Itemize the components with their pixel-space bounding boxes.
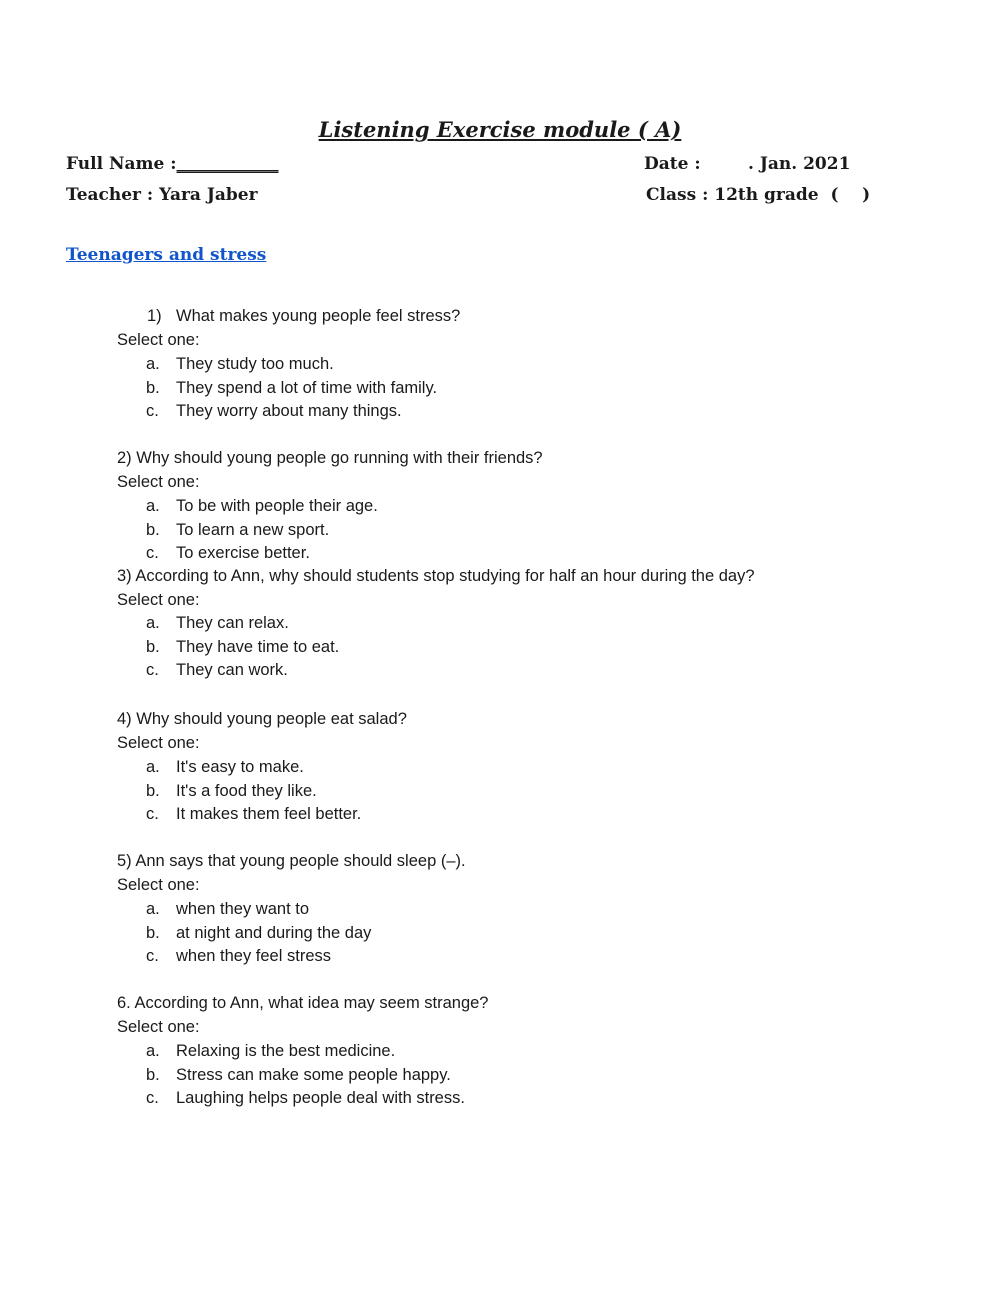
option-text: They can relax. <box>176 614 289 632</box>
option-letter: c. <box>146 544 159 562</box>
question-number: 4) <box>117 710 132 728</box>
question-text: What makes young people feel stress? <box>176 307 461 325</box>
section-title: Teenagers and stress <box>66 245 267 265</box>
question-line <box>117 709 407 729</box>
option-letter: b. <box>146 520 160 539</box>
question-text: According to Ann, what idea may seem strange? <box>134 994 489 1012</box>
question-number: 1) <box>147 307 162 325</box>
option-letter: b. <box>146 923 160 942</box>
option-text: Laughing helps people deal with stress. <box>176 1089 465 1107</box>
option-letter: a. <box>146 497 160 515</box>
option-letter: a. <box>146 758 160 776</box>
option-letter: c. <box>146 805 159 823</box>
question-line <box>117 851 466 871</box>
option-text: It's easy to make. <box>176 758 304 776</box>
full-name-blank: ____________ <box>176 154 279 174</box>
option-letter: a. <box>146 900 160 918</box>
option-text: It makes them feel better. <box>176 805 362 823</box>
option-text: It's a food they like. <box>176 781 317 800</box>
option-letter: b. <box>146 781 160 800</box>
option-text: They worry about many things. <box>176 402 402 420</box>
full-name-label: Full Name : <box>66 154 177 174</box>
page-title: Listening Exercise module ( A) <box>318 117 682 142</box>
option-text: To learn a new sport. <box>176 520 330 539</box>
date-value: . Jan. 2021 <box>747 154 851 174</box>
option-text: To be with people their age. <box>176 497 378 515</box>
option-letter: a. <box>146 1042 160 1060</box>
option-text: when they want to <box>176 900 309 918</box>
option-text: at night and during the day <box>176 923 372 942</box>
option-letter: b. <box>146 637 160 656</box>
option-letter: c. <box>146 1089 159 1107</box>
question-line <box>117 993 489 1013</box>
option-text: They spend a lot of time with family. <box>176 378 438 397</box>
question-line <box>117 448 543 468</box>
option-text: They can work. <box>176 661 288 679</box>
option-text: Relaxing is the best medicine. <box>176 1042 396 1060</box>
option-letter: a. <box>146 355 160 373</box>
question-line <box>117 566 755 586</box>
select-one-label: Select one: <box>117 331 200 349</box>
option-text: They have time to eat. <box>176 637 340 656</box>
option-letter: c. <box>146 947 159 965</box>
option-text: They study too much. <box>176 355 334 373</box>
question-text: Ann says that young people should sleep (–). <box>135 852 466 870</box>
option-letter: c. <box>146 402 159 420</box>
question-number: 3) <box>117 567 132 585</box>
option-letter: c. <box>146 661 159 679</box>
question-number: 6. <box>117 994 131 1012</box>
class-label: Class : 12th grade ( ) <box>646 185 871 205</box>
date-label: Date : <box>644 154 701 174</box>
option-letter: a. <box>146 614 160 632</box>
option-letter: b. <box>146 378 160 397</box>
select-one-label: Select one: <box>117 876 200 894</box>
select-one-label: Select one: <box>117 1018 200 1036</box>
question-text: Why should young people go running with their friends? <box>136 449 543 467</box>
teacher-label: Teacher : Yara Jaber <box>66 185 258 205</box>
question-number: 2) <box>117 449 132 467</box>
option-letter: b. <box>146 1065 160 1084</box>
option-text: when they feel stress <box>176 947 331 965</box>
select-one-label: Select one: <box>117 591 200 609</box>
select-one-label: Select one: <box>117 734 200 752</box>
option-text: To exercise better. <box>176 544 310 562</box>
option-text: Stress can make some people happy. <box>176 1065 451 1084</box>
select-one-label: Select one: <box>117 473 200 491</box>
question-number: 5) <box>117 852 132 870</box>
question-text: Why should young people eat salad? <box>136 710 407 728</box>
question-text: According to Ann, why should students stop studying for half an hour during the day? <box>135 567 755 585</box>
